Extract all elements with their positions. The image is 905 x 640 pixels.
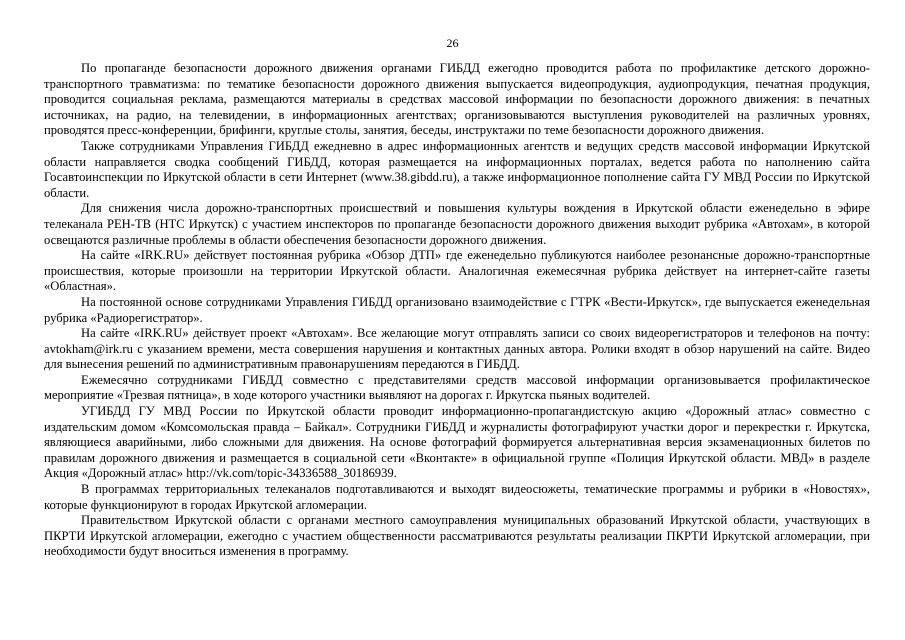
paragraph-radioregistrator: На постоянной основе сотрудниками Управления ГИБДД организовано взаимодействие с ГТРК «Вести-Иркутск», где выпускается еженедельная рубрика «Радиорегистратор». [44,294,870,325]
paragraph-daily-news-summary: Также сотрудниками Управления ГИБДД ежедневно в адрес информационных агентств и ведущих средств массовой информации Иркутской области направляется сводка сообщений ГИБДД, которая размещается на информационных порталах, ведется работа по наполнению сайта Госавтоинспекции по Иркутской области в сети Интернет (www.38.gibdd.ru), а также информационное пополнение сайта ГУ МВД России по Иркутской области. [44,138,870,200]
document-body [44,61,870,560]
paragraph-avtokham-tv: Для снижения числа дорожно-транспортных происшествий и повышения культуры вождения в Иркутской области еженедельно в эфире телеканала РЕН-ТВ (НТС Иркутск) с участием инспекторов по пропаганде безопасности дорожного движения выходит рубрика «Автохам», в которой освещаются различные проблемы в области обеспечения безопасности дорожного движения. [44,201,870,247]
paragraph-road-atlas: УГИБДД ГУ МВД России по Иркутской области проводит информационно-пропагандистскую акцию «Дорожный атлас» совместно с издательским домом «Комсомольская правда – Байкал». Сотрудники ГИБДД и журналисты фотографируют участки дорог и перекрестки г. Иркутска, являющиеся аварийными, либо сложными для движения. На основе фотографий формируется альтернативная версия экзаменационных билетов по правилам дорожного движения и размещается в социальной сети «Вконтакте» в официальной группе «Полиция Иркутской области. МВД» в разделе Акция «Дорожный атлас» http://vk.com/topic-34336588_30186939. [44,404,870,481]
paragraph-road-safety-propaganda: По пропаганде безопасности дорожного движения органами ГИБДД ежегодно проводится работа по профилактике детского дорожно-транспортного травматизма: по тематике безопасности дорожного движения выпускается видеопродукция, аудиопродукция, печатная продукция, проводится социальная реклама, размещаются материалы в средствах массовой информации по безопасности дорожного движения: в печатных источниках, на радио, на телевидении, в информационных агентствах; организовываются выступления руководителей на различных уровнях, проводятся пресс-конференции, брифинги, круглые столы, занятия, беседы, инструктажи по теме безопасности дорожного движения. [44,61,870,138]
paragraph-sober-friday: Ежемесячно сотрудниками ГИБДД совместно с представителями средств массовой информации организовывается профилактическое мероприятие «Трезвая пятница», в ходе которого участники выявляют на дорогах г. Иркутска пьяных водителей. [44,372,870,403]
paragraph-government-review: Правительством Иркутской области с органами местного самоуправления муниципальных образований Иркутской области, участвующих в ПКРТИ Иркутской агломерации, ежегодно с участием общественности рассматриваются результаты реализации ПКРТИ Иркутской агломерации, при необходимости будут вноситься изменения в программу. [44,513,870,559]
paragraph-tv-programs: В программах территориальных телеканалов подготавливаются и выходят видеосюжеты, тематические программы и рубрики в «Новостях», которые функционируют в городах Иркутской агломерации. [44,482,870,512]
paragraph-avtokham-project: На сайте «IRK.RU» действует проект «Автохам». Все желающие могут отправлять записи со своих видеорегистраторов и телефонов на почту: avtokham@irk.ru с указанием времени, места совершения нарушения и контактных данных автора. Ролики входят в обзор нарушений на сайте. Видео для вынесения решений по административным правонарушениям передаются в ГИБДД. [44,326,870,372]
page-number: 26 [446,36,459,50]
paragraph-irk-accident-review: На сайте «IRK.RU» действует постоянная рубрика «Обзор ДТП» где еженедельно публикуются наиболее резонансные дорожно-транспортные происшествия, которые произошли на территории Иркутской области. Аналогичная ежемесячная рубрика действует на интернет-сайте газеты «Областная». [44,248,870,294]
